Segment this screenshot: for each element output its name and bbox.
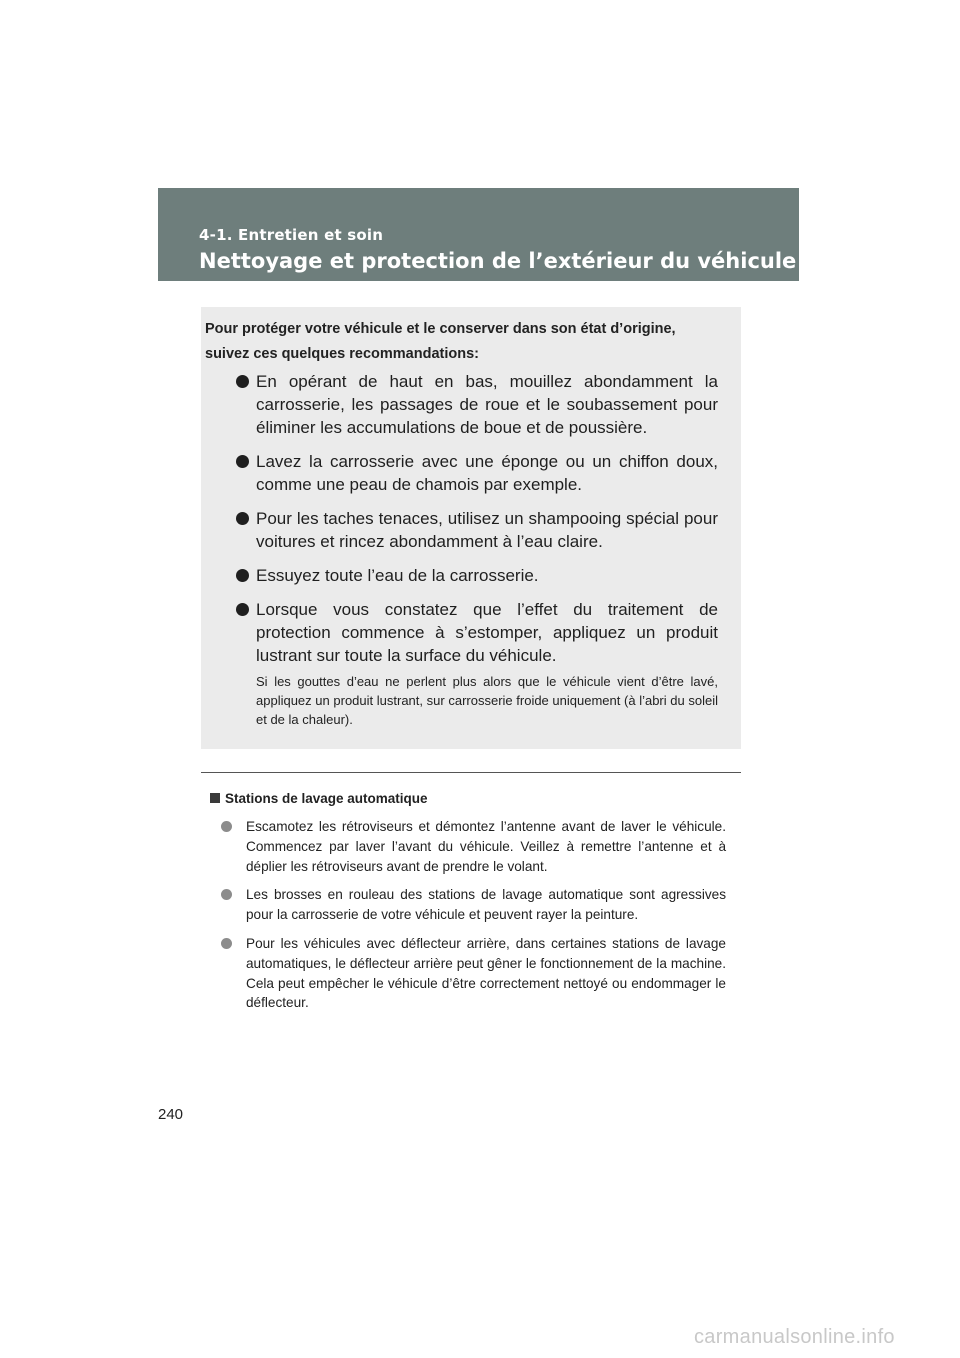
- bullet-icon: [236, 603, 249, 616]
- bullet-icon: [236, 375, 249, 388]
- tip-item: [236, 450, 718, 496]
- tip-item: [236, 564, 718, 587]
- bullet-icon: [221, 889, 232, 900]
- bullet-icon: [221, 938, 232, 949]
- tip-text: Lorsque vous constatez que l’effet du traitement de protection commence à s’estomper, appliquez un produit lustrant sur toute la surface du véhicule.: [256, 600, 718, 665]
- tip-text: Lavez la carrosserie avec une éponge ou un chiffon doux, comme une peau de chamois par exemple.: [256, 452, 718, 494]
- subsection-heading: [210, 791, 428, 806]
- tip-text: Pour les taches tenaces, utilisez un shampooing spécial pour voitures et rincez abondamment à l’eau claire.: [256, 509, 718, 551]
- subsection-title: Stations de lavage automatique: [225, 791, 428, 806]
- tip-item: [236, 370, 718, 439]
- tip-item: [236, 507, 718, 553]
- bullet-icon: [236, 569, 249, 582]
- tips-list: [236, 370, 718, 678]
- tip-item: [236, 598, 718, 667]
- page-number: 240: [158, 1106, 184, 1123]
- list-item: [221, 934, 726, 1013]
- tip-text: En opérant de haut en bas, mouillez abondamment la carrosserie, les passages de roue et le soubassement pour éliminer les accumulations de boue et de poussière.: [256, 372, 718, 437]
- section-label: 4-1. Entretien et soin: [199, 226, 384, 244]
- item-text: Escamotez les rétroviseurs et démontez l’antenne avant de laver le véhicule. Commencez par laver l’avant du véhicule. Veillez à remettre l’antenne et à déplier les rétroviseurs avant de prendre le volant.: [246, 819, 726, 874]
- item-text: Les brosses en rouleau des stations de lavage automatique sont agressives pour la carrosserie de votre véhicule et peuvent rayer la peinture.: [246, 887, 726, 923]
- bullet-icon: [236, 512, 249, 525]
- bullet-icon: [221, 821, 232, 832]
- square-bullet-icon: [210, 793, 220, 803]
- item-text: Pour les véhicules avec déflecteur arrière, dans certaines stations de lavage automatiques, le déflecteur arrière peut gêner le fonctionnement de la machine. Cela peut empêcher le véhicule d’être correctement nettoyé ou endommager le déflecteur.: [246, 935, 726, 1011]
- page-title: Nettoyage et protection de l’extérieur du véhicule: [199, 249, 797, 273]
- intro-text: Pour protéger votre véhicule et le conserver dans son état d’origine, suivez ces quelques recommandations:: [205, 321, 676, 362]
- section-divider: [201, 772, 741, 773]
- list-item: [221, 885, 726, 925]
- car-wash-list: [221, 817, 726, 1022]
- polish-note: Si les gouttes d’eau ne perlent plus alors que le véhicule vient d’être lavé, appliquez un produit lustrant, sur carrosserie froide uniquement (à l’abri du soleil et de la chaleur).: [256, 674, 718, 727]
- tip-text: Essuyez toute l’eau de la carrosserie.: [256, 566, 539, 585]
- bullet-icon: [236, 455, 249, 468]
- list-item: [221, 817, 726, 876]
- watermark: carmanualsonline.info: [694, 1326, 895, 1348]
